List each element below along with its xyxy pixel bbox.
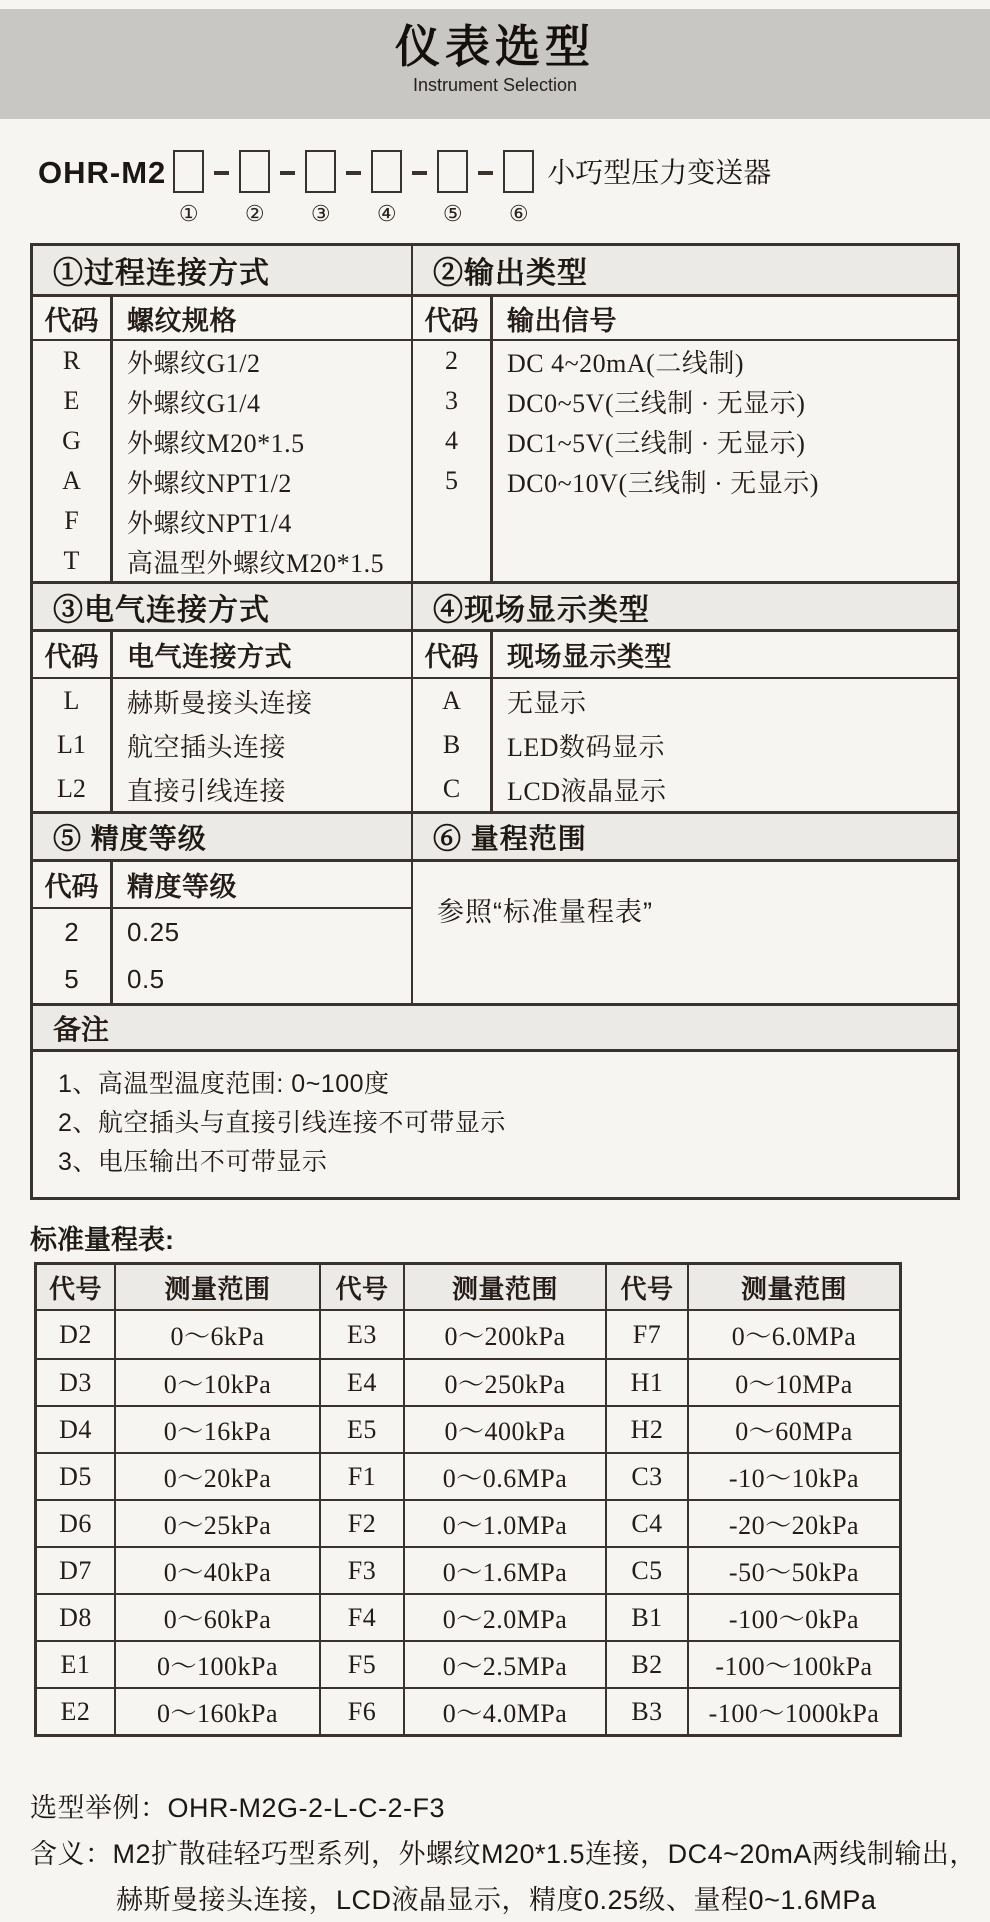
range-cell: 0～20kPa	[116, 1454, 321, 1499]
table-row	[37, 1311, 899, 1358]
column-header-code: 代号	[321, 1265, 405, 1309]
position-marker-3: ③	[310, 201, 331, 226]
code-cell: 2	[64, 917, 79, 947]
code-cell: G	[62, 426, 81, 455]
remarks-body	[33, 1052, 957, 1197]
code-cell: B2	[607, 1642, 689, 1687]
column-header-code: 代码	[424, 642, 479, 672]
section3-body	[33, 632, 413, 811]
section2-title: ②输出类型	[433, 257, 588, 290]
table-row	[37, 1687, 899, 1734]
desc-cell: DC0~5V(三线制 · 无显示)	[507, 388, 806, 418]
section6-title: ⑥ 量程范围	[433, 822, 587, 854]
model-box-6	[503, 150, 534, 193]
model-slot-3	[305, 150, 336, 226]
column-header-code: 代码	[44, 305, 99, 336]
range-cell: 0～160kPa	[116, 1689, 321, 1734]
code-cell: H2	[607, 1407, 689, 1452]
position-marker-4: ④	[376, 201, 397, 226]
code-cell: B1	[607, 1595, 689, 1640]
column-header-desc: 精度等级	[127, 872, 237, 902]
range-cell: 0～1.0MPa	[405, 1501, 607, 1546]
model-slot-6	[503, 150, 534, 226]
column-header-code: 代号	[37, 1265, 116, 1309]
column-header-code: 代号	[607, 1265, 689, 1309]
example-meaning-line1: 含义：M2扩散硅轻巧型系列，外螺纹M20*1.5连接，DC4~20mA两线制输出，	[30, 1839, 977, 1869]
table-row	[413, 421, 957, 461]
range-cell: -100～1000kPa	[708, 1699, 880, 1728]
column-divider	[110, 862, 113, 1003]
column-header-code: 代码	[44, 872, 99, 902]
table-row	[33, 421, 411, 461]
range-cell: -100～100kPa	[715, 1652, 873, 1681]
range-cell: 0～1.6MPa	[405, 1548, 607, 1593]
section-body-row-3	[33, 862, 957, 1003]
section4-body	[413, 632, 957, 811]
range-cell: 0～200kPa	[405, 1311, 607, 1358]
desc-cell: 航空插头连接	[127, 732, 287, 762]
section3-title: ③电气连接方式	[33, 584, 413, 629]
column-header-range: 测量范围	[740, 1273, 847, 1304]
code-cell: F5	[321, 1642, 405, 1687]
dash-separator	[346, 171, 361, 175]
code-cell: E	[63, 386, 80, 415]
desc-cell: 外螺纹G1/4	[127, 388, 261, 418]
code-cell: F4	[321, 1595, 405, 1640]
dash-separator	[280, 171, 295, 175]
range-reference-note: 参照“标准量程表”	[437, 897, 653, 927]
column-header-desc: 螺纹规格	[127, 305, 237, 336]
range-cell: 0～16kPa	[116, 1407, 321, 1452]
code-cell: R	[62, 346, 81, 375]
selection-example: 选型举例：OHR-M2G-2-L-C-2-F3	[30, 1793, 446, 1823]
dash-separator	[478, 171, 493, 175]
code-cell: C5	[607, 1548, 689, 1593]
range-cell: 0～60kPa	[116, 1595, 321, 1640]
model-prefix: OHR-M2	[38, 155, 167, 190]
column-divider	[490, 297, 493, 581]
code-cell: E2	[37, 1689, 116, 1734]
table-row	[37, 1640, 899, 1687]
section2-body	[413, 297, 957, 581]
table-row	[33, 723, 411, 767]
table-row	[33, 341, 411, 381]
code-cell: 5	[64, 964, 79, 994]
position-marker-1: ①	[178, 201, 199, 226]
column-header-code: 代码	[424, 305, 479, 336]
range-cell: 0～10kPa	[116, 1360, 321, 1405]
code-cell: L	[63, 686, 80, 715]
column-divider	[110, 632, 113, 811]
section-body-row-2	[33, 632, 957, 811]
model-box-2	[239, 150, 270, 193]
column-header-code: 代码	[44, 642, 99, 672]
code-cell: E1	[37, 1642, 116, 1687]
model-slot-1	[173, 150, 204, 226]
range-cell: -50～50kPa	[728, 1558, 860, 1587]
column-header-desc: 电气连接方式	[127, 642, 292, 672]
column-header-desc: 现场显示类型	[507, 642, 672, 672]
range-cell: -20～20kPa	[728, 1511, 860, 1540]
section1-body	[33, 297, 413, 581]
code-cell: 5	[445, 466, 458, 495]
code-cell: 2	[445, 346, 458, 375]
range-cell: 0～10MPa	[735, 1370, 853, 1399]
desc-cell: 外螺纹G1/2	[127, 348, 261, 378]
table-row	[413, 723, 957, 767]
desc-cell: 外螺纹NPT1/4	[127, 508, 292, 538]
remark-item: 1、高温型温度范围: 0~100度	[58, 1070, 390, 1098]
remarks-title: 备注	[33, 1003, 957, 1052]
table-row	[33, 461, 411, 501]
code-cell: D8	[37, 1595, 116, 1640]
range-cell: 0～0.6MPa	[405, 1454, 607, 1499]
model-slot-2	[239, 150, 270, 226]
section5-body	[33, 862, 413, 1003]
desc-cell: DC0~10V(三线制 · 无显示)	[507, 468, 819, 498]
table-row	[413, 461, 957, 501]
position-marker-6: ⑥	[508, 201, 529, 226]
column-header-range: 测量范围	[116, 1265, 321, 1309]
table-row	[37, 1358, 899, 1405]
section5-title: ⑤ 精度等级	[33, 814, 413, 859]
column-divider	[490, 632, 493, 811]
code-cell: C	[442, 774, 461, 803]
model-box-1	[173, 150, 204, 193]
table-row	[33, 679, 411, 723]
model-code-line	[38, 150, 771, 226]
remark-item: 2、航空插头与直接引线连接不可带显示	[58, 1109, 506, 1137]
table-row	[33, 381, 411, 421]
example-meaning-line2: 赫斯曼接头连接，LCD液晶显示，精度0.25级、量程0~1.6MPa	[116, 1885, 877, 1915]
range-cell: 0～25kPa	[116, 1501, 321, 1546]
code-cell: F1	[321, 1454, 405, 1499]
code-cell: D3	[37, 1360, 116, 1405]
page-subtitle: Instrument Selection	[412, 75, 578, 95]
code-cell: A	[442, 686, 461, 715]
range-cell: 0～250kPa	[405, 1360, 607, 1405]
table-row	[37, 1546, 899, 1593]
section4-title: ④现场显示类型	[433, 593, 650, 627]
range-cell: -100～0kPa	[728, 1605, 860, 1634]
ranges-header-row	[37, 1265, 899, 1311]
dash-separator	[214, 171, 229, 175]
table-row	[413, 381, 957, 421]
desc-cell: 外螺纹M20*1.5	[127, 428, 305, 458]
desc-cell: 直接引线连接	[127, 776, 287, 806]
table-row	[37, 1499, 899, 1546]
desc-cell: 外螺纹NPT1/2	[127, 468, 292, 498]
table-row	[37, 1593, 899, 1640]
code-cell: D5	[37, 1454, 116, 1499]
code-cell: H1	[607, 1360, 689, 1405]
dash-separator	[412, 171, 427, 175]
table-row	[413, 767, 957, 811]
column-header-range: 测量范围	[405, 1265, 607, 1309]
range-cell: 0～6.0MPa	[731, 1322, 857, 1351]
desc-cell: 0.25	[127, 917, 180, 947]
code-cell: E3	[321, 1311, 405, 1358]
section-header-row-2	[33, 581, 957, 632]
range-cell: 0～4.0MPa	[405, 1689, 607, 1734]
model-slot-4	[371, 150, 402, 226]
model-suffix: 小巧型压力变送器	[547, 157, 772, 188]
code-cell: A	[62, 466, 81, 495]
code-cell: 4	[445, 426, 458, 455]
table-row	[37, 1452, 899, 1499]
range-cell: 0～400kPa	[405, 1407, 607, 1452]
table-row	[413, 679, 957, 723]
code-cell: F6	[321, 1689, 405, 1734]
code-cell: D7	[37, 1548, 116, 1593]
code-cell: F	[64, 506, 79, 535]
code-cell: L1	[57, 730, 86, 759]
ranges-table	[34, 1262, 902, 1737]
range-cell: 0～2.5MPa	[405, 1642, 607, 1687]
table-row	[33, 541, 411, 581]
table-row	[33, 501, 411, 541]
code-cell: D2	[37, 1311, 116, 1358]
desc-cell: LCD液晶显示	[507, 776, 667, 806]
column-header-desc: 输出信号	[507, 305, 617, 336]
selection-table	[30, 243, 960, 1200]
section1-title: ①过程连接方式	[33, 246, 413, 294]
position-marker-2: ②	[244, 201, 265, 226]
desc-cell: LED数码显示	[507, 732, 666, 762]
code-cell: E4	[321, 1360, 405, 1405]
section6-body	[413, 862, 957, 1003]
page-title: 仪表选型	[394, 21, 595, 72]
model-box-5	[437, 150, 468, 193]
range-cell: -10～10kPa	[728, 1464, 860, 1493]
range-cell: 0～40kPa	[116, 1548, 321, 1593]
range-cell: 0～60MPa	[735, 1417, 853, 1446]
section-header-row-1	[33, 246, 957, 297]
table-row	[33, 956, 411, 1003]
code-cell: C4	[607, 1501, 689, 1546]
model-slot-5	[437, 150, 468, 226]
table-row	[33, 909, 411, 956]
range-cell: 0～100kPa	[116, 1642, 321, 1687]
column-divider	[110, 297, 113, 581]
desc-cell: DC1~5V(三线制 · 无显示)	[507, 428, 806, 458]
code-cell: T	[63, 546, 80, 575]
code-cell: F2	[321, 1501, 405, 1546]
code-cell: C3	[607, 1454, 689, 1499]
desc-cell: 无显示	[507, 688, 587, 718]
desc-cell: 赫斯曼接头连接	[127, 688, 313, 718]
section-header-row-3	[33, 811, 957, 862]
table-row	[413, 341, 957, 381]
code-cell: B	[442, 730, 461, 759]
code-cell: F3	[321, 1548, 405, 1593]
model-box-4	[371, 150, 402, 193]
remark-item: 3、电压输出不可带显示	[58, 1148, 328, 1176]
code-cell: E5	[321, 1407, 405, 1452]
range-cell: 0～2.0MPa	[405, 1595, 607, 1640]
header-bar	[0, 9, 990, 119]
code-cell: F7	[607, 1311, 689, 1358]
code-cell: 3	[445, 386, 458, 415]
table-row	[33, 767, 411, 811]
desc-cell: 高温型外螺纹M20*1.5	[127, 548, 385, 578]
table-row	[37, 1405, 899, 1452]
ranges-table-label: 标准量程表:	[30, 1225, 174, 1255]
model-box-3	[305, 150, 336, 193]
code-cell: D4	[37, 1407, 116, 1452]
code-cell: B3	[607, 1689, 689, 1734]
range-cell: 0～6kPa	[116, 1311, 321, 1358]
section-body-row-1	[33, 297, 957, 581]
code-cell: L2	[57, 774, 86, 803]
desc-cell: DC 4~20mA(二线制)	[507, 348, 745, 378]
position-marker-5: ⑤	[442, 201, 463, 226]
code-cell: D6	[37, 1501, 116, 1546]
desc-cell: 0.5	[127, 964, 165, 994]
